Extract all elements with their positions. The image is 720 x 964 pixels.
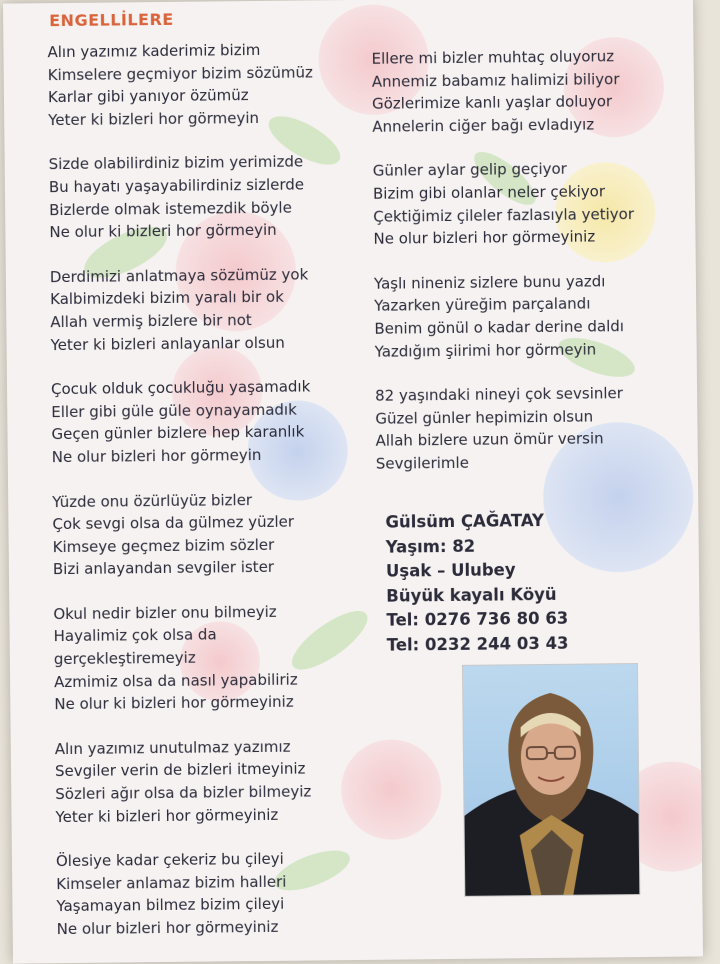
poem-page (3, 0, 703, 964)
poem-stanza (374, 270, 636, 363)
poem-line: Ne olur bizleri hor görmeyin (52, 443, 317, 468)
poem-line: Bizim gibi olanlar neler çekiyor (373, 180, 634, 205)
poem-stanza (49, 151, 315, 244)
poem-stanza (47, 38, 313, 131)
poem-left-column (47, 38, 322, 962)
author-portrait (462, 663, 640, 897)
poem-line: Ne olur ki bizleri hor görmeyiniz (54, 691, 319, 716)
poem-line: Güzel günler hepimizin olsun (375, 405, 636, 430)
author-signature (385, 509, 568, 658)
poem-line: Allah vermiş bizlere bir not (50, 308, 315, 333)
poem-line: Bizi anlayandan sevgiler ister (53, 556, 318, 581)
poem-line: Benim gönül o kadar derine daldı (374, 315, 635, 340)
poem-line: Yüzde onu özürlüyüz bizler (52, 488, 317, 513)
poem-stanza (50, 263, 316, 356)
poem-line: Alın yazımız unutulmaz yazımız (55, 735, 320, 760)
poem-line: Günler aylar gelip geçiyor (373, 157, 634, 182)
poem-line: Sizde olabilirdiniz bizim yerimizde (49, 151, 314, 176)
poem-line: Ölesiye kadar çekeriz bu çileyi (56, 848, 321, 873)
poem-line: Okul nedir bizler onu bilmeyiz (53, 600, 318, 625)
poem-stanza (52, 488, 318, 581)
poem-title: ENGELLİLERE (49, 10, 174, 30)
poem-line: Hayalimiz çok olsa da (54, 623, 319, 648)
poem-line: Bizlerde olmak istemezdik böyle (49, 196, 314, 221)
poem-line: Yeter ki bizleri hor görmeyiniz (55, 803, 320, 828)
poem-line: Kimselere geçmiyor bizim sözümüz (48, 61, 313, 86)
poem-line: Yazdığım şiirimi hor görmeyin (375, 338, 636, 363)
poem-stanza (56, 848, 322, 941)
author-name: Gülsüm ÇAĞATAY (385, 509, 567, 535)
poem-line: Ne olur bizleri hor görmeyiniz (57, 915, 322, 940)
poem-right-column (371, 45, 636, 497)
poem-line: Annemiz babamız halimizi biliyor (372, 68, 633, 93)
poem-line: Yaşamayan bilmez bizim çileyi (56, 893, 321, 918)
poem-line: Çocuk olduk çocukluğu yaşamadık (51, 376, 316, 401)
poem-line: Sevgiler verin de bizleri itmeyiniz (55, 758, 320, 783)
author-location: Uşak – Ulubey (386, 558, 568, 584)
poem-line: Bu hayatı yaşayabilirdiniz sizlerde (49, 173, 314, 198)
author-phone-1: Tel: 0276 736 80 63 (386, 607, 568, 633)
author-age: Yaşım: 82 (386, 533, 568, 559)
poem-line: Karlar gibi yanıyor özümüz (48, 84, 313, 109)
poem-stanza (55, 735, 321, 828)
poem-line: Yeter ki bizleri anlayanlar olsun (50, 331, 315, 356)
poem-line: Derdimizi anlatmaya sözümüz yok (50, 263, 315, 288)
poem-line: Kalbimizdeki bizim yaralı bir ok (50, 286, 315, 311)
poem-stanza (375, 382, 637, 475)
poem-line: Yeter ki bizleri hor görmeyin (48, 106, 313, 131)
poem-line: Allah bizlere uzun ömür versin (375, 427, 636, 452)
poem-line: Yazarken yüreğim parçalandı (374, 292, 635, 317)
poem-stanza (53, 600, 319, 716)
poem-line: Ne olur ki bizleri hor görmeyin (49, 219, 314, 244)
poem-line: Annelerin ciğer bağı evladıyız (372, 113, 633, 138)
poem-line: Çektiğimiz çileler fazlasıyla yetiyor (373, 203, 634, 228)
poem-line: Kimseler anlamaz bizim halleri (56, 870, 321, 895)
author-phone-2: Tel: 0232 244 03 43 (387, 632, 569, 658)
poem-line: Sözleri ağır olsa da bizler bilmeyiz (55, 780, 320, 805)
poem-line: Çok sevgi olsa da gülmez yüzler (52, 510, 317, 535)
portrait-illustration (463, 664, 639, 896)
poem-line: Geçen günler bizlere hep karanlık (51, 421, 316, 446)
author-village: Büyük kayalı Köyü (386, 583, 568, 609)
poem-line: Alın yazımız kaderimiz bizim (47, 38, 312, 63)
poem-line: 82 yaşındaki nineyi çok sevsinler (375, 382, 636, 407)
poem-stanza (51, 376, 317, 469)
poem-line: Eller gibi güle güle oynayamadık (51, 398, 316, 423)
poem-line: Sevgilerimle (376, 450, 637, 475)
poem-stanza (371, 45, 633, 138)
rose-flower-icon (341, 739, 442, 840)
poem-line: Kimseye geçmez bizim sözler (53, 533, 318, 558)
poem-stanza (373, 157, 635, 250)
poem-line: Yaşlı nineniz sizlere bunu yazdı (374, 270, 635, 295)
poem-line: Azmimiz olsa da nasıl yapabiliriz (54, 668, 319, 693)
poem-line: gerçekleştiremeyiz (54, 645, 319, 670)
poem-line: Ne olur bizleri hor görmeyiniz (373, 225, 634, 250)
poem-line: Ellere mi bizler muhtaç oluyoruz (371, 45, 632, 70)
poem-line: Gözlerimize kanlı yaşlar doluyor (372, 90, 633, 115)
